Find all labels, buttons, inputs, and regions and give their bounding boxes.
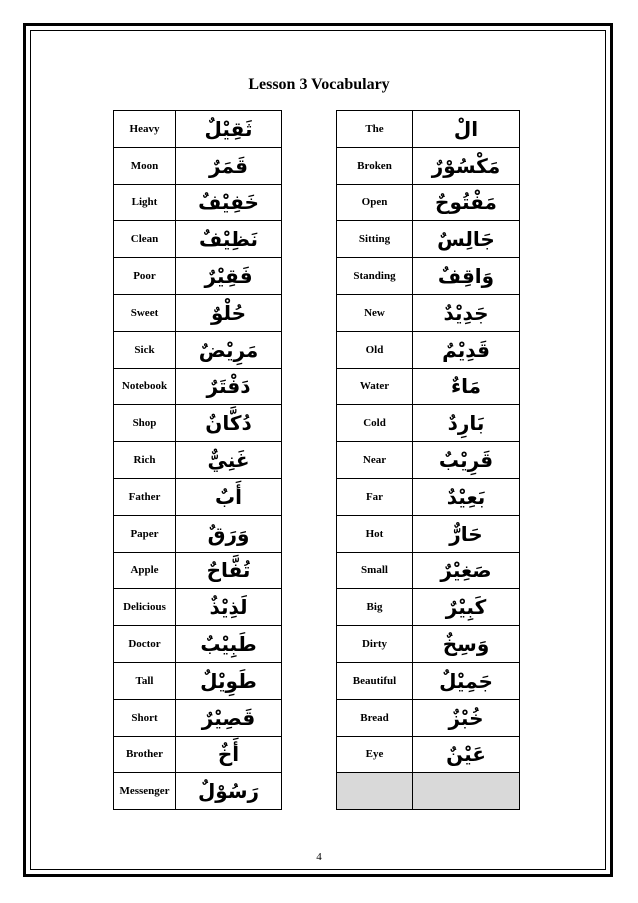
page-title: Lesson 3 Vocabulary [248, 76, 390, 93]
vocab-row [114, 662, 282, 699]
arabic-word: مَاءٌ [413, 368, 520, 405]
arabic-word: خَفِيْفٌ [176, 184, 282, 221]
arabic-word: جَمِيْلٌ [413, 662, 520, 699]
vocab-row [114, 258, 282, 295]
arabic-word: بَارِدٌ [413, 405, 520, 442]
english-word: Paper [114, 515, 176, 552]
vocab-row [337, 478, 520, 515]
english-word: Moon [114, 147, 176, 184]
english-word: Doctor [114, 626, 176, 663]
english-word: Far [337, 478, 413, 515]
vocab-row [337, 294, 520, 331]
vocab-row [337, 184, 520, 221]
arabic-word: قَرِيْبٌ [413, 442, 520, 479]
english-word: Broken [337, 147, 413, 184]
arabic-word: وَرَقٌ [176, 515, 282, 552]
vocab-row [337, 111, 520, 148]
arabic-word: الْ [413, 111, 520, 148]
english-word: Small [337, 552, 413, 589]
english-word: Sick [114, 331, 176, 368]
arabic-word: كَبِيْرٌ [413, 589, 520, 626]
vocab-row [114, 515, 282, 552]
vocab-row [337, 589, 520, 626]
empty-cell [413, 773, 520, 810]
english-word: Hot [337, 515, 413, 552]
english-word: Rich [114, 442, 176, 479]
vocab-row [114, 368, 282, 405]
arabic-word: رَسُوْلٌ [176, 773, 282, 810]
english-word: Near [337, 442, 413, 479]
arabic-word: نَظِيْفٌ [176, 221, 282, 258]
vocab-row [114, 736, 282, 773]
vocab-row [337, 552, 520, 589]
vocabulary-table-left [113, 110, 282, 810]
english-word: Apple [114, 552, 176, 589]
vocab-row [337, 515, 520, 552]
english-word: Clean [114, 221, 176, 258]
english-word: Water [337, 368, 413, 405]
arabic-word: دُكَّانٌ [176, 405, 282, 442]
english-word: Short [114, 699, 176, 736]
vocab-row [114, 773, 282, 810]
vocab-row [114, 147, 282, 184]
empty-cell [337, 773, 413, 810]
arabic-word: أَخٌ [176, 736, 282, 773]
arabic-word: وَاقِفٌ [413, 258, 520, 295]
vocab-row [114, 552, 282, 589]
vocab-row [114, 478, 282, 515]
english-word: Brother [114, 736, 176, 773]
vocab-row [337, 662, 520, 699]
arabic-word: مَفْتُوحٌ [413, 184, 520, 221]
arabic-word: أَبٌ [176, 478, 282, 515]
arabic-word: بَعِيْدٌ [413, 478, 520, 515]
vocab-row [114, 221, 282, 258]
arabic-word: لَذِيْذٌ [176, 589, 282, 626]
vocab-row [337, 442, 520, 479]
arabic-word: وَسِخٌ [413, 626, 520, 663]
english-word: Tall [114, 662, 176, 699]
english-word: Messenger [114, 773, 176, 810]
english-word: Dirty [337, 626, 413, 663]
arabic-word: صَغِيْرٌ [413, 552, 520, 589]
arabic-word: مَرِيْضٌ [176, 331, 282, 368]
english-word: Father [114, 478, 176, 515]
english-word: The [337, 111, 413, 148]
vocab-row [114, 699, 282, 736]
english-word: Big [337, 589, 413, 626]
vocab-row [337, 368, 520, 405]
english-word: Open [337, 184, 413, 221]
arabic-word: عَيْنٌ [413, 736, 520, 773]
english-word: Cold [337, 405, 413, 442]
vocabulary-table-right [336, 110, 520, 810]
english-word: Poor [114, 258, 176, 295]
arabic-word: ثَقِيْلٌ [176, 111, 282, 148]
vocab-row [337, 773, 520, 810]
arabic-word: طَوِيْلٌ [176, 662, 282, 699]
vocab-row [337, 221, 520, 258]
vocab-row [337, 736, 520, 773]
vocab-row [337, 147, 520, 184]
arabic-word: جَالِسٌ [413, 221, 520, 258]
vocab-row [114, 405, 282, 442]
arabic-word: طَبِيْبٌ [176, 626, 282, 663]
vocab-row [114, 184, 282, 221]
arabic-word: تُفَّاحٌ [176, 552, 282, 589]
arabic-word: قَصِيْرٌ [176, 699, 282, 736]
english-word: Sweet [114, 294, 176, 331]
english-word: Eye [337, 736, 413, 773]
arabic-word: حَارٌّ [413, 515, 520, 552]
english-word: Standing [337, 258, 413, 295]
vocab-row [114, 589, 282, 626]
english-word: Light [114, 184, 176, 221]
arabic-word: خُبْزٌ [413, 699, 520, 736]
arabic-word: دَفْتَرٌ [176, 368, 282, 405]
arabic-word: جَدِيْدٌ [413, 294, 520, 331]
vocab-row [114, 294, 282, 331]
english-word: Old [337, 331, 413, 368]
english-word: Delicious [114, 589, 176, 626]
english-word: New [337, 294, 413, 331]
vocab-row [114, 626, 282, 663]
arabic-word: قَمَرٌ [176, 147, 282, 184]
english-word: Bread [337, 699, 413, 736]
arabic-word: حُلْوٌ [176, 294, 282, 331]
english-word: Notebook [114, 368, 176, 405]
vocab-row [337, 405, 520, 442]
arabic-word: مَكْسُوْرٌ [413, 147, 520, 184]
arabic-word: فَقِيْرٌ [176, 258, 282, 295]
english-word: Beautiful [337, 662, 413, 699]
english-word: Heavy [114, 111, 176, 148]
english-word: Sitting [337, 221, 413, 258]
vocab-row [114, 331, 282, 368]
vocab-row [114, 111, 282, 148]
vocab-row [337, 331, 520, 368]
english-word: Shop [114, 405, 176, 442]
vocab-row [114, 442, 282, 479]
page-number: 4 [316, 851, 322, 863]
vocab-row [337, 626, 520, 663]
arabic-word: قَدِيْمٌ [413, 331, 520, 368]
vocab-row [337, 699, 520, 736]
vocab-row [337, 258, 520, 295]
arabic-word: غَنِيٌّ [176, 442, 282, 479]
